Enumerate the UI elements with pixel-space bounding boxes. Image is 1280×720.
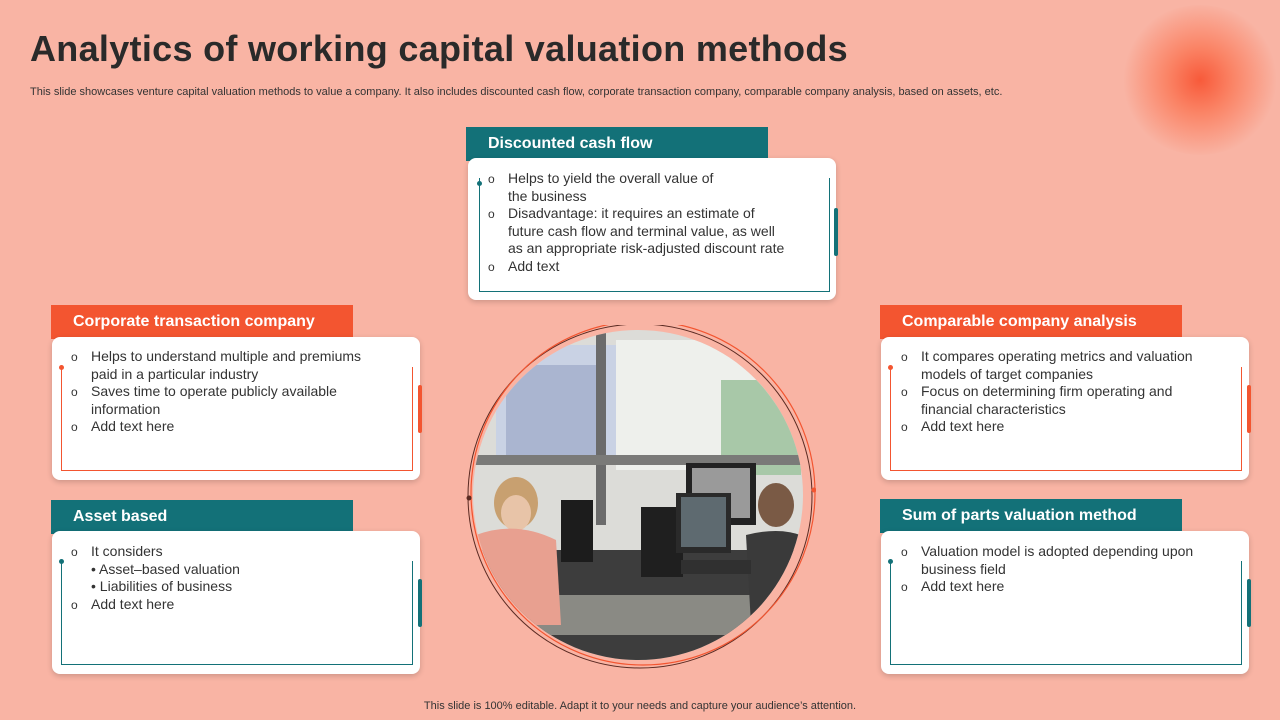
list-item: o Add text here xyxy=(71,596,411,614)
list-item: o It considers • Asset–based valuation • Liabilities of business xyxy=(71,543,411,596)
list-item: o Add text xyxy=(488,258,828,276)
card-body xyxy=(52,531,420,674)
frame-marker xyxy=(1247,579,1251,627)
ring-dot xyxy=(467,496,472,501)
page-title: Analytics of working capital valuation methods xyxy=(30,28,848,69)
list-item: o Add text here xyxy=(901,418,1241,436)
card-heading: Sum of parts valuation method xyxy=(880,499,1182,533)
card-list xyxy=(488,170,828,275)
frame-dot xyxy=(888,559,893,564)
footer-note: This slide is 100% editable. Adapt it to your needs and capture your audience’s attention. xyxy=(423,700,857,712)
list-item: o Focus on determining firm operating and financial characteristics xyxy=(901,383,1241,418)
list-item: o Helps to understand multiple and premiums paid in a particular industry xyxy=(71,348,411,383)
card-heading: Asset based xyxy=(51,500,353,534)
card-list xyxy=(71,543,411,613)
frame-marker xyxy=(1247,385,1251,433)
list-item: o Add text here xyxy=(71,418,411,436)
card-heading: Comparable company analysis xyxy=(880,305,1182,339)
card-body xyxy=(881,337,1249,480)
frame-dot xyxy=(59,559,64,564)
frame-dot xyxy=(59,365,64,370)
page-subtitle: This slide showcases venture capital valuation methods to value a company. It also includes discounted cash flow, corporate transaction company, comparable company analysis, based on assets, etc. xyxy=(30,86,1003,98)
card-body xyxy=(52,337,420,480)
frame-dot xyxy=(477,181,482,186)
card-list xyxy=(901,348,1241,436)
card-list xyxy=(71,348,411,436)
office-photo xyxy=(466,325,816,670)
list-item: o Saves time to operate publicly available information xyxy=(71,383,411,418)
frame-marker xyxy=(418,579,422,627)
card-body xyxy=(881,531,1249,674)
decorative-glow xyxy=(1120,5,1280,155)
card-heading: Discounted cash flow xyxy=(466,127,768,161)
list-item: o Valuation model is adopted depending upon business field xyxy=(901,543,1241,578)
list-item: o Add text here xyxy=(901,578,1241,596)
list-item: o It compares operating metrics and valuation models of target companies xyxy=(901,348,1241,383)
frame-marker xyxy=(418,385,422,433)
card-heading: Corporate transaction company xyxy=(51,305,353,339)
card-body xyxy=(468,158,836,300)
list-item: o Disadvantage: it requires an estimate of future cash flow and terminal value, as well as an appropriate risk-adjusted discount rate xyxy=(488,205,828,258)
frame-marker xyxy=(834,208,838,256)
frame-dot xyxy=(888,365,893,370)
card-list xyxy=(901,543,1241,596)
list-item: o Helps to yield the overall value of the business xyxy=(488,170,828,205)
